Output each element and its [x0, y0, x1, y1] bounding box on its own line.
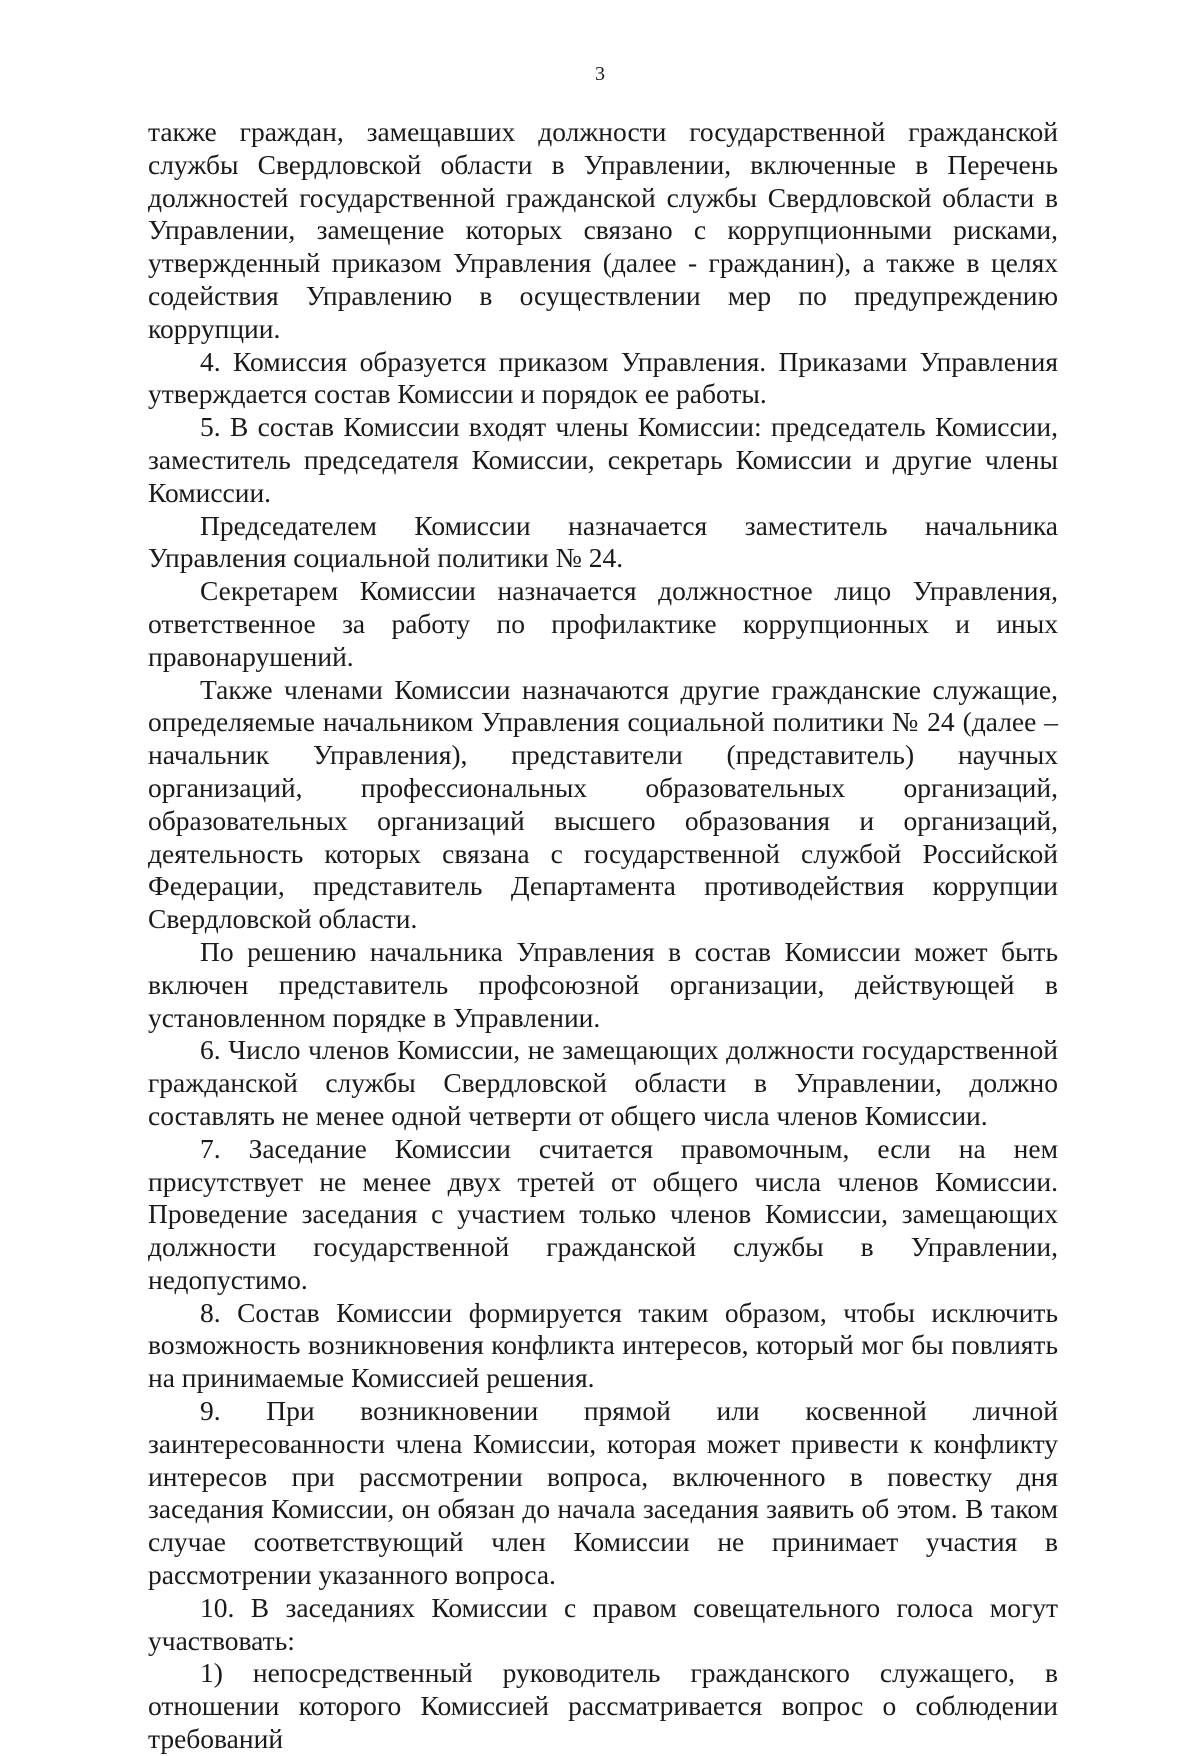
- paragraph-9: 9. При возникновении прямой или косвенной личной заинтересованности члена Комиссии, которая может привести к конфликту интересов при рассмотрении вопроса, включенного в повестку дня заседания Комиссии, он обязан до начала заседания заявить об этом. В таком случае соответствующий член Комиссии не принимает участия в рассмотрении указанного вопроса.: [148, 1395, 1058, 1591]
- paragraph-10-1: 1) непосредственный руководитель гражданского служащего, в отношении которого Комиссией рассматривается вопрос о соблюдении требований: [148, 1657, 1058, 1755]
- paragraph-4: 4. Комиссия образуется приказом Управления. Приказами Управления утверждается состав Комиссии и порядок ее работы.: [148, 345, 1058, 410]
- page-number: 3: [595, 63, 605, 85]
- paragraph-5: 5. В состав Комиссии входят члены Комиссии: председатель Комиссии, заместитель председателя Комиссии, секретарь Комиссии и другие члены Комиссии.: [148, 411, 1058, 508]
- paragraph-7: 7. Заседание Комиссии считается правомочным, если на нем присутствует не менее двух третей от общего числа членов Комиссии. Проведение заседания с участием только членов Комиссии, замещающих должности государственной гражданской службы в Управлении, недопустимо.: [148, 1132, 1058, 1295]
- paragraph-8: 8. Состав Комиссии формируется таким образом, чтобы исключить возможность возникновения конфликта интересов, который мог бы повлиять на принимаемые Комиссией решения.: [148, 1296, 1058, 1394]
- paragraph-5-members: Также членами Комиссии назначаются другие гражданские служащие, определяемые начальником Управления социальной политики № 24 (далее – начальник Управления), представители (представитель) научных организаций, профессиональных образовательных организаций, образовательных организаций высшего образования и организаций, деятельность которых связана с государственной службой Российской Федерации, представитель Департамента противодействия коррупции Свердловской области.: [148, 673, 1058, 935]
- paragraph-continuation: также граждан, замещавших должности государственной гражданской службы Свердловской области в Управлении, включенные в Перечень должностей государственной гражданской службы Свердловской области в Управлении, замещение которых связано с коррупционными рисками, утвержденный приказом Управления (далее - гражданин), а также в целях содействия Управлению в осуществлении мер по предупреждению коррупции.: [148, 116, 1058, 344]
- document-body: [148, 116, 1058, 1756]
- paragraph-5-union: По решению начальника Управления в состав Комиссии может быть включен представитель профсоюзной организации, действующей в установленном порядке в Управлении.: [148, 935, 1058, 1033]
- paragraph-10: 10. В заседаниях Комиссии с правом совещательного голоса могут участвовать:: [148, 1591, 1058, 1656]
- paragraph-5-chair: Председателем Комиссии назначается заместитель начальника Управления социальной политики № 24.: [148, 509, 1058, 574]
- paragraph-6: 6. Число членов Комиссии, не замещающих должности государственной гражданской службы Свердловской области в Управлении, должно составлять не менее одной четверти от общего числа членов Комиссии.: [148, 1034, 1058, 1131]
- paragraph-5-secretary: Секретарем Комиссии назначается должностное лицо Управления, ответственное за работу по профилактике коррупционных и иных правонарушений.: [148, 575, 1058, 672]
